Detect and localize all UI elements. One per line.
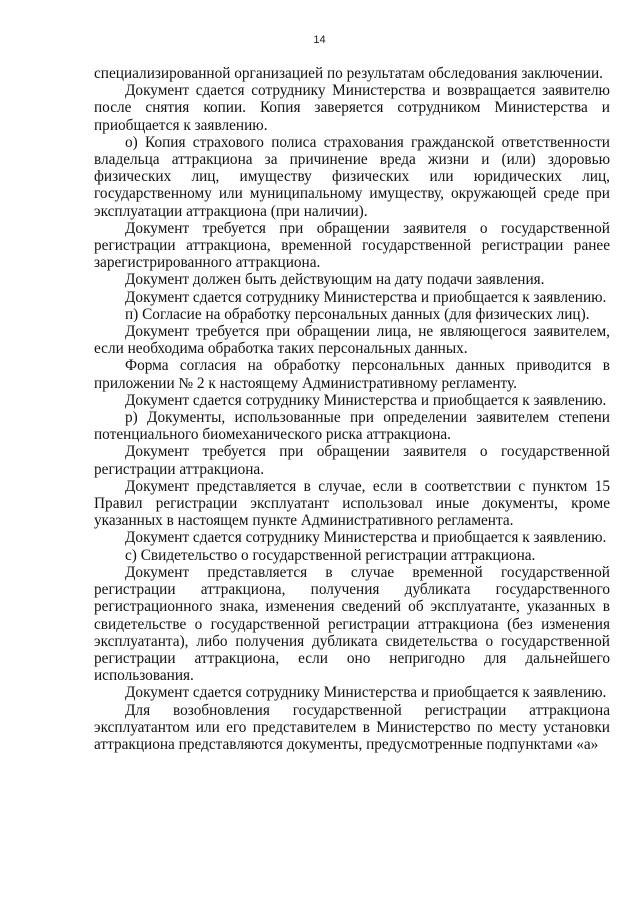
paragraph: Документ должен быть действующим на дату подачи заявления.	[125, 271, 545, 289]
paragraph: специализированной организацией по результатам обследования заключении.	[94, 65, 603, 82]
paragraph: Форма согласия на обработку персональных данных приводится в приложении № 2 к настоящему Административному регламенту.	[94, 357, 610, 392]
paragraph: Документ представляется в случае временной государственной регистрации аттракциона, получения дубликата государственного регистрационного знака, изменения сведений об эксплуатанте, указанных в свидетельстве о государственной регистрации аттракциона (без изменения эксплуатанта), либо получения дубликата свидетельства о государственной регистрации аттракциона, если оно непригодно для дальнейшего использования.	[94, 563, 610, 685]
paragraph: Документ требуется при обращении заявителя о государственной регистрации аттракциона, временной государственной регистрации ранее зарегистрированного аттракциона.	[94, 219, 610, 272]
paragraph: о) Копия страхового полиса страхования гражданской ответственности владельца аттракциона за причинение вреда жизни и (или) здоровью физических лиц, имуществу физических или юридических лиц, государственному или муниципальному имуществу, окружающей среде при эксплуатации аттракциона (при наличии).	[94, 133, 610, 220]
paragraph: с) Свидетельство о государственной регистрации аттракциона.	[125, 546, 536, 564]
paragraph: Документ требуется при обращении заявителя о государственной регистрации аттракциона.	[94, 443, 610, 478]
paragraph: Документ требуется при обращении лица, не являющегося заявителем, если необходима обработка таких персональных данных.	[94, 323, 610, 358]
document-body	[94, 65, 610, 753]
paragraph: Документ сдается сотруднику Министерства и приобщается к заявлению.	[125, 684, 607, 702]
paragraph: Документ сдается сотруднику Министерства и приобщается к заявлению.	[125, 529, 607, 547]
paragraph: р) Документы, использованные при определении заявителем степени потенциального биомеханического риска аттракциона.	[94, 409, 610, 444]
page-number: 14	[313, 34, 326, 46]
paragraph: Для возобновления государственной регистрации аттракциона эксплуатантом или его представителем в Министерство по месту установки аттракциона представляются документы, предусмотренные подпунктами «а»	[94, 701, 610, 753]
paragraph: п) Согласие на обработку персональных данных (для физических лиц).	[125, 305, 590, 323]
paragraph: Документ сдается сотруднику Министерства и приобщается к заявлению.	[125, 288, 607, 306]
paragraph: Документ сдается сотруднику Министерства и возвращается заявителю после снятия копии. Копия заверяется сотрудником Министерства и приобщается к заявлению.	[94, 82, 610, 134]
paragraph: Документ представляется в случае, если в соответствии с пунктом 15 Правил регистрации эксплуатант использовал иные документы, кроме указанных в настоящем пункте Административного регламента.	[94, 477, 610, 530]
paragraph: Документ сдается сотруднику Министерства и приобщается к заявлению.	[125, 391, 607, 409]
